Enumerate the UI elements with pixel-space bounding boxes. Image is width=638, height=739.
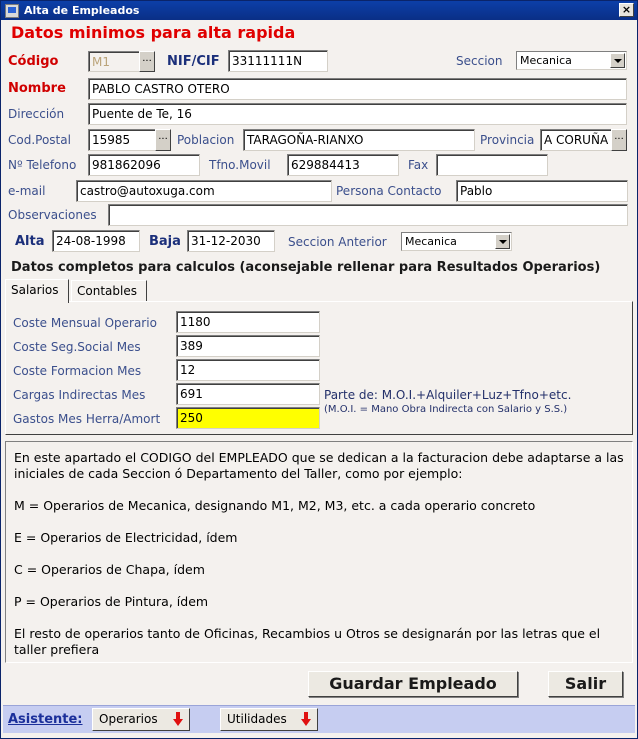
provincia-lookup-button[interactable]: ... <box>611 129 627 151</box>
movil-field[interactable]: 629884413 <box>287 154 399 176</box>
persona-contacto-field[interactable]: Pablo <box>456 180 628 202</box>
email-label: e-mail <box>8 184 46 198</box>
app-icon <box>5 4 19 18</box>
baja-label: Baja <box>149 234 181 249</box>
cod-postal-field[interactable]: 15985 <box>88 129 156 151</box>
assistant-bar <box>3 705 635 733</box>
close-icon[interactable]: × <box>619 3 634 17</box>
email-field[interactable]: castro@autoxuga.com <box>76 180 332 202</box>
guardar-empleado-button[interactable]: Guardar Empleado <box>308 671 518 697</box>
nombre-field[interactable]: PABLO CASTRO OTERO <box>88 78 627 100</box>
seccion-anterior-select[interactable] <box>401 232 512 251</box>
nombre-label: Nombre <box>8 81 66 96</box>
window-title: Alta de Empleados <box>24 4 140 17</box>
telefono-field[interactable]: 981862096 <box>88 154 200 176</box>
observaciones-label: Observaciones <box>8 208 97 222</box>
baja-date-field[interactable]: 31-12-2030 <box>187 230 275 252</box>
poblacion-field[interactable]: TARAGOÑA-RIANXO <box>243 129 475 151</box>
telefono-label: Nº Telefono <box>8 158 77 172</box>
movil-label: Tfno.Movil <box>209 158 271 172</box>
seccion-select-value: Mecanica <box>520 54 572 67</box>
persona-contacto-label: Persona Contacto <box>336 184 442 198</box>
arrow-down-icon <box>173 712 183 727</box>
cargas-note: Parte de: M.O.I.+Alquiler+Luz+Tfno+etc. <box>324 388 572 402</box>
operarios-button[interactable] <box>92 708 190 731</box>
direccion-field[interactable]: Puente de Te, 16 <box>88 103 627 125</box>
codigo-field[interactable]: M1 <box>88 51 140 72</box>
seg-social-field[interactable]: 389 <box>176 335 320 357</box>
provincia-field[interactable]: A CORUÑA <box>540 129 612 151</box>
fax-label: Fax <box>408 158 429 172</box>
seg-social-label: Coste Seg.Social Mes <box>13 340 141 354</box>
info-paragraph: P = Operarios de Pintura, ídem <box>14 594 209 609</box>
gastos-herra-label: Gastos Mes Herra/Amort <box>13 412 161 426</box>
arrow-down-icon <box>301 712 311 727</box>
seccion-anterior-value: Mecanica <box>405 235 457 248</box>
utilidades-button[interactable] <box>220 708 318 731</box>
asistente-link[interactable]: Asistente: <box>8 712 83 727</box>
info-paragraph: M = Operarios de Mecanica, designando M1, M2, M3, etc. a cada operario concreto <box>14 498 536 513</box>
chevron-down-icon[interactable] <box>495 234 510 249</box>
alta-label: Alta <box>15 234 45 249</box>
formacion-label: Coste Formacion Mes <box>13 364 142 378</box>
info-paragraph: En este apartado el CODIGO del EMPLEADO que se dedican a la facturacion debe adaptarse a las iniciales de cada Seccion ó Departamento del Taller, como por ejemplo: <box>14 450 624 481</box>
nif-label: NIF/CIF <box>167 54 220 69</box>
operarios-button-label: Operarios <box>99 712 158 726</box>
utilidades-button-label: Utilidades <box>227 712 287 726</box>
observaciones-field[interactable] <box>108 204 628 226</box>
title-bar <box>1 1 637 20</box>
cod-postal-lookup-button[interactable]: ... <box>155 129 171 151</box>
poblacion-label: Poblacion <box>177 133 235 147</box>
complete-data-heading: Datos completos para calculos (aconsejable rellenar para Resultados Operarios) <box>11 260 601 275</box>
nif-field[interactable]: 33111111N <box>228 50 328 72</box>
info-paragraph: E = Operarios de Electricidad, ídem <box>14 530 238 545</box>
chevron-down-icon[interactable] <box>610 53 625 68</box>
seccion-anterior-label: Seccion Anterior <box>288 235 387 249</box>
codigo-info-box <box>5 441 633 663</box>
tab-contables[interactable]: Contables <box>71 280 147 302</box>
coste-mensual-label: Coste Mensual Operario <box>13 316 157 330</box>
direccion-label: Dirección <box>8 107 65 121</box>
salarios-panel <box>5 301 633 435</box>
seccion-select[interactable] <box>516 51 627 70</box>
coste-mensual-field[interactable]: 1180 <box>176 311 320 333</box>
moi-note: (M.O.I. = Mano Obra Indirecta con Salario y S.S.) <box>324 404 568 415</box>
alta-date-field[interactable]: 24-08-1998 <box>52 230 140 252</box>
info-paragraph: El resto de operarios tanto de Oficinas, Recambios u Otros se designarán por las letras que el taller prefiera <box>14 626 601 657</box>
codigo-label: Código <box>8 54 59 69</box>
quick-data-heading: Datos minimos para alta rapida <box>11 23 296 42</box>
codigo-lookup-button[interactable]: ... <box>139 51 155 72</box>
provincia-label: Provincia <box>480 133 535 147</box>
info-paragraph: C = Operarios de Chapa, ídem <box>14 562 205 577</box>
fax-field[interactable] <box>436 154 548 176</box>
salir-button[interactable]: Salir <box>548 671 623 697</box>
seccion-label: Seccion <box>456 54 503 68</box>
cargas-indirectas-label: Cargas Indirectas Mes <box>13 388 146 402</box>
cargas-indirectas-field[interactable]: 691 <box>176 383 320 405</box>
gastos-herra-field[interactable]: 250 <box>176 407 320 429</box>
cod-postal-label: Cod.Postal <box>8 133 71 147</box>
tab-salarios[interactable]: Salarios <box>5 279 69 303</box>
formacion-field[interactable]: 12 <box>176 359 320 381</box>
